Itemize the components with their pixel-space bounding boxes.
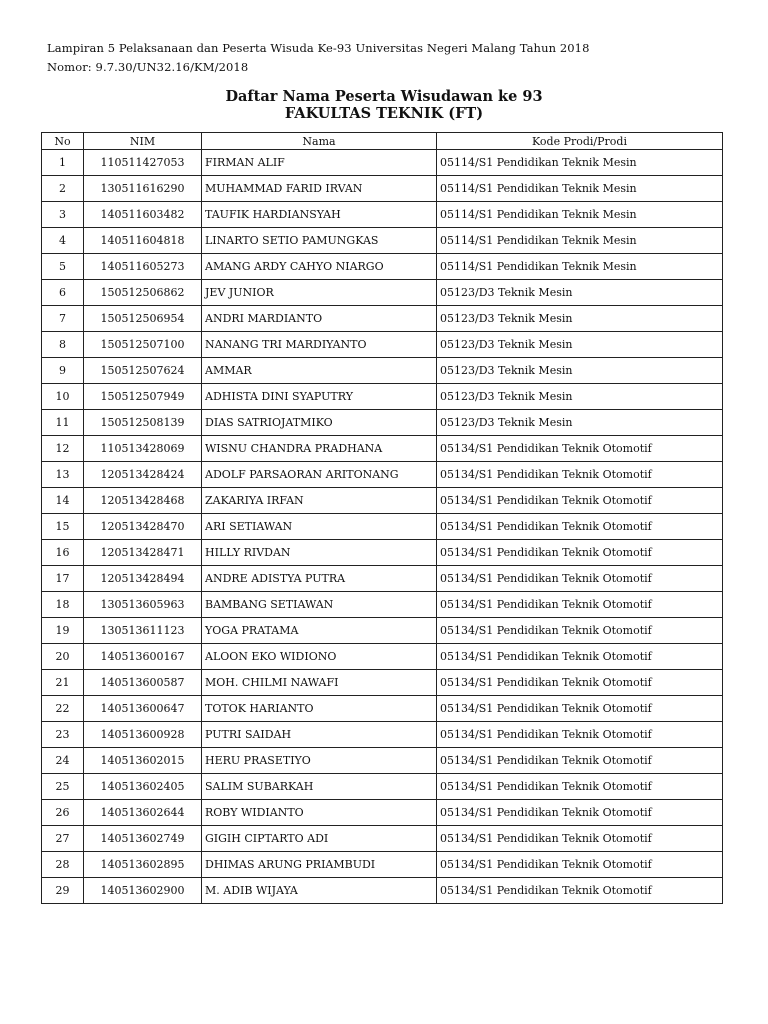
column-header-nama: Nama	[202, 133, 437, 150]
cell-no: 20	[42, 644, 84, 670]
cell-nama: MUHAMMAD FARID IRVAN	[202, 176, 437, 202]
cell-prodi: 05134/S1 Pendidikan Teknik Otomotif	[437, 436, 723, 462]
table-header-row	[42, 133, 723, 150]
cell-no: 21	[42, 670, 84, 696]
table-row	[42, 696, 723, 722]
cell-nama: MOH. CHILMI NAWAFI	[202, 670, 437, 696]
table-row	[42, 644, 723, 670]
graduates-table	[41, 132, 723, 904]
cell-no: 10	[42, 384, 84, 410]
table-row	[42, 618, 723, 644]
cell-nama: AMANG ARDY CAHYO NIARGO	[202, 254, 437, 280]
table-row	[42, 176, 723, 202]
cell-prodi: 05134/S1 Pendidikan Teknik Otomotif	[437, 592, 723, 618]
cell-nim: 150512508139	[84, 410, 202, 436]
cell-no: 5	[42, 254, 84, 280]
cell-prodi: 05114/S1 Pendidikan Teknik Mesin	[437, 150, 723, 176]
cell-prodi: 05134/S1 Pendidikan Teknik Otomotif	[437, 800, 723, 826]
cell-nama: ZAKARIYA IRFAN	[202, 488, 437, 514]
table-row	[42, 488, 723, 514]
table-row	[42, 800, 723, 826]
table-row	[42, 384, 723, 410]
cell-no: 18	[42, 592, 84, 618]
cell-no: 1	[42, 150, 84, 176]
table-row	[42, 878, 723, 904]
table-row	[42, 514, 723, 540]
cell-prodi: 05134/S1 Pendidikan Teknik Otomotif	[437, 748, 723, 774]
cell-nim: 140513600928	[84, 722, 202, 748]
cell-prodi: 05123/D3 Teknik Mesin	[437, 306, 723, 332]
cell-nim: 140511605273	[84, 254, 202, 280]
cell-no: 17	[42, 566, 84, 592]
cell-no: 2	[42, 176, 84, 202]
table-row	[42, 826, 723, 852]
column-header-prodi: Kode Prodi/Prodi	[437, 133, 723, 150]
cell-nim: 130513605963	[84, 592, 202, 618]
table-row	[42, 358, 723, 384]
cell-nama: ADOLF PARSAORAN ARITONANG	[202, 462, 437, 488]
cell-no: 4	[42, 228, 84, 254]
table-row	[42, 410, 723, 436]
cell-nim: 150512506862	[84, 280, 202, 306]
cell-nama: FIRMAN ALIF	[202, 150, 437, 176]
cell-prodi: 05114/S1 Pendidikan Teknik Mesin	[437, 228, 723, 254]
cell-nim: 140511603482	[84, 202, 202, 228]
cell-no: 22	[42, 696, 84, 722]
cell-nama: GIGIH CIPTARTO ADI	[202, 826, 437, 852]
cell-prodi: 05123/D3 Teknik Mesin	[437, 358, 723, 384]
cell-no: 16	[42, 540, 84, 566]
table-row	[42, 280, 723, 306]
cell-nim: 120513428470	[84, 514, 202, 540]
cell-nama: ROBY WIDIANTO	[202, 800, 437, 826]
table-row	[42, 774, 723, 800]
table-row	[42, 540, 723, 566]
cell-nama: AMMAR	[202, 358, 437, 384]
cell-prodi: 05134/S1 Pendidikan Teknik Otomotif	[437, 644, 723, 670]
cell-no: 13	[42, 462, 84, 488]
cell-no: 23	[42, 722, 84, 748]
cell-nama: ANDRI MARDIANTO	[202, 306, 437, 332]
cell-no: 7	[42, 306, 84, 332]
faculty-title: FAKULTAS TEKNIK (FT)	[284, 105, 484, 122]
cell-no: 15	[42, 514, 84, 540]
cell-prodi: 05134/S1 Pendidikan Teknik Otomotif	[437, 540, 723, 566]
cell-nim: 150512507624	[84, 358, 202, 384]
table-row	[42, 670, 723, 696]
cell-nim: 140513602405	[84, 774, 202, 800]
table-row	[42, 462, 723, 488]
cell-no: 26	[42, 800, 84, 826]
cell-nama: ANDRE ADISTYA PUTRA	[202, 566, 437, 592]
cell-no: 3	[42, 202, 84, 228]
cell-nim: 120513428468	[84, 488, 202, 514]
cell-prodi: 05134/S1 Pendidikan Teknik Otomotif	[437, 852, 723, 878]
cell-nim: 140513602015	[84, 748, 202, 774]
cell-nama: PUTRI SAIDAH	[202, 722, 437, 748]
cell-nama: ARI SETIAWAN	[202, 514, 437, 540]
table-row	[42, 748, 723, 774]
cell-nim: 140513602644	[84, 800, 202, 826]
cell-prodi: 05114/S1 Pendidikan Teknik Mesin	[437, 254, 723, 280]
cell-no: 12	[42, 436, 84, 462]
cell-prodi: 05134/S1 Pendidikan Teknik Otomotif	[437, 878, 723, 904]
cell-nama: DIAS SATRIOJATMIKO	[202, 410, 437, 436]
cell-prodi: 05134/S1 Pendidikan Teknik Otomotif	[437, 670, 723, 696]
cell-nim: 120513428494	[84, 566, 202, 592]
table-row	[42, 332, 723, 358]
table-row	[42, 254, 723, 280]
cell-nama: JEV JUNIOR	[202, 280, 437, 306]
cell-nim: 140511604818	[84, 228, 202, 254]
cell-nama: BAMBANG SETIAWAN	[202, 592, 437, 618]
cell-nama: YOGA PRATAMA	[202, 618, 437, 644]
cell-nama: M. ADIB WIJAYA	[202, 878, 437, 904]
table-row	[42, 852, 723, 878]
cell-nim: 140513602895	[84, 852, 202, 878]
cell-prodi: 05134/S1 Pendidikan Teknik Otomotif	[437, 774, 723, 800]
cell-nama: WISNU CHANDRA PRADHANA	[202, 436, 437, 462]
cell-nim: 110513428069	[84, 436, 202, 462]
cell-prodi: 05134/S1 Pendidikan Teknik Otomotif	[437, 566, 723, 592]
cell-prodi: 05134/S1 Pendidikan Teknik Otomotif	[437, 462, 723, 488]
cell-no: 14	[42, 488, 84, 514]
cell-prodi: 05134/S1 Pendidikan Teknik Otomotif	[437, 696, 723, 722]
cell-nama: LINARTO SETIO PAMUNGKAS	[202, 228, 437, 254]
cell-nama: TOTOK HARIANTO	[202, 696, 437, 722]
cell-prodi: 05114/S1 Pendidikan Teknik Mesin	[437, 176, 723, 202]
cell-prodi: 05134/S1 Pendidikan Teknik Otomotif	[437, 618, 723, 644]
cell-prodi: 05123/D3 Teknik Mesin	[437, 280, 723, 306]
cell-nama: HERU PRASETIYO	[202, 748, 437, 774]
document-number: Nomor: 9.7.30/UN32.16/KM/2018	[47, 60, 249, 74]
table-row	[42, 436, 723, 462]
table-row	[42, 228, 723, 254]
cell-nim: 140513602900	[84, 878, 202, 904]
cell-nim: 140513602749	[84, 826, 202, 852]
table-row	[42, 566, 723, 592]
cell-nim: 150512507100	[84, 332, 202, 358]
cell-nama: HILLY RIVDAN	[202, 540, 437, 566]
table-row	[42, 722, 723, 748]
cell-prodi: 05134/S1 Pendidikan Teknik Otomotif	[437, 488, 723, 514]
cell-no: 9	[42, 358, 84, 384]
cell-nama: ADHISTA DINI SYAPUTRY	[202, 384, 437, 410]
cell-prodi: 05134/S1 Pendidikan Teknik Otomotif	[437, 826, 723, 852]
cell-nim: 140513600587	[84, 670, 202, 696]
cell-nim: 150512506954	[84, 306, 202, 332]
cell-nim: 130513611123	[84, 618, 202, 644]
column-header-nim: NIM	[84, 133, 202, 150]
cell-no: 8	[42, 332, 84, 358]
cell-prodi: 05134/S1 Pendidikan Teknik Otomotif	[437, 722, 723, 748]
page-title: Daftar Nama Peserta Wisudawan ke 93	[225, 88, 543, 105]
cell-no: 6	[42, 280, 84, 306]
cell-nim: 150512507949	[84, 384, 202, 410]
cell-nama: NANANG TRI MARDIYANTO	[202, 332, 437, 358]
cell-no: 29	[42, 878, 84, 904]
cell-nama: TAUFIK HARDIANSYAH	[202, 202, 437, 228]
table-row	[42, 150, 723, 176]
document-header-appendix: Lampiran 5 Pelaksanaan dan Peserta Wisuda Ke-93 Universitas Negeri Malang Tahun 2018	[47, 41, 590, 55]
cell-no: 24	[42, 748, 84, 774]
cell-prodi: 05134/S1 Pendidikan Teknik Otomotif	[437, 514, 723, 540]
cell-nim: 120513428424	[84, 462, 202, 488]
column-header-no: No	[42, 133, 84, 150]
table-row	[42, 202, 723, 228]
cell-prodi: 05114/S1 Pendidikan Teknik Mesin	[437, 202, 723, 228]
cell-nama: DHIMAS ARUNG PRIAMBUDI	[202, 852, 437, 878]
cell-prodi: 05123/D3 Teknik Mesin	[437, 410, 723, 436]
cell-no: 19	[42, 618, 84, 644]
cell-nim: 120513428471	[84, 540, 202, 566]
cell-no: 28	[42, 852, 84, 878]
cell-no: 25	[42, 774, 84, 800]
cell-nim: 140513600647	[84, 696, 202, 722]
cell-prodi: 05123/D3 Teknik Mesin	[437, 384, 723, 410]
cell-nim: 130511616290	[84, 176, 202, 202]
cell-no: 27	[42, 826, 84, 852]
cell-no: 11	[42, 410, 84, 436]
cell-nim: 110511427053	[84, 150, 202, 176]
cell-nama: SALIM SUBARKAH	[202, 774, 437, 800]
cell-nim: 140513600167	[84, 644, 202, 670]
table-row	[42, 592, 723, 618]
cell-nama: ALOON EKO WIDIONO	[202, 644, 437, 670]
cell-prodi: 05123/D3 Teknik Mesin	[437, 332, 723, 358]
table-row	[42, 306, 723, 332]
table-body	[42, 150, 723, 904]
